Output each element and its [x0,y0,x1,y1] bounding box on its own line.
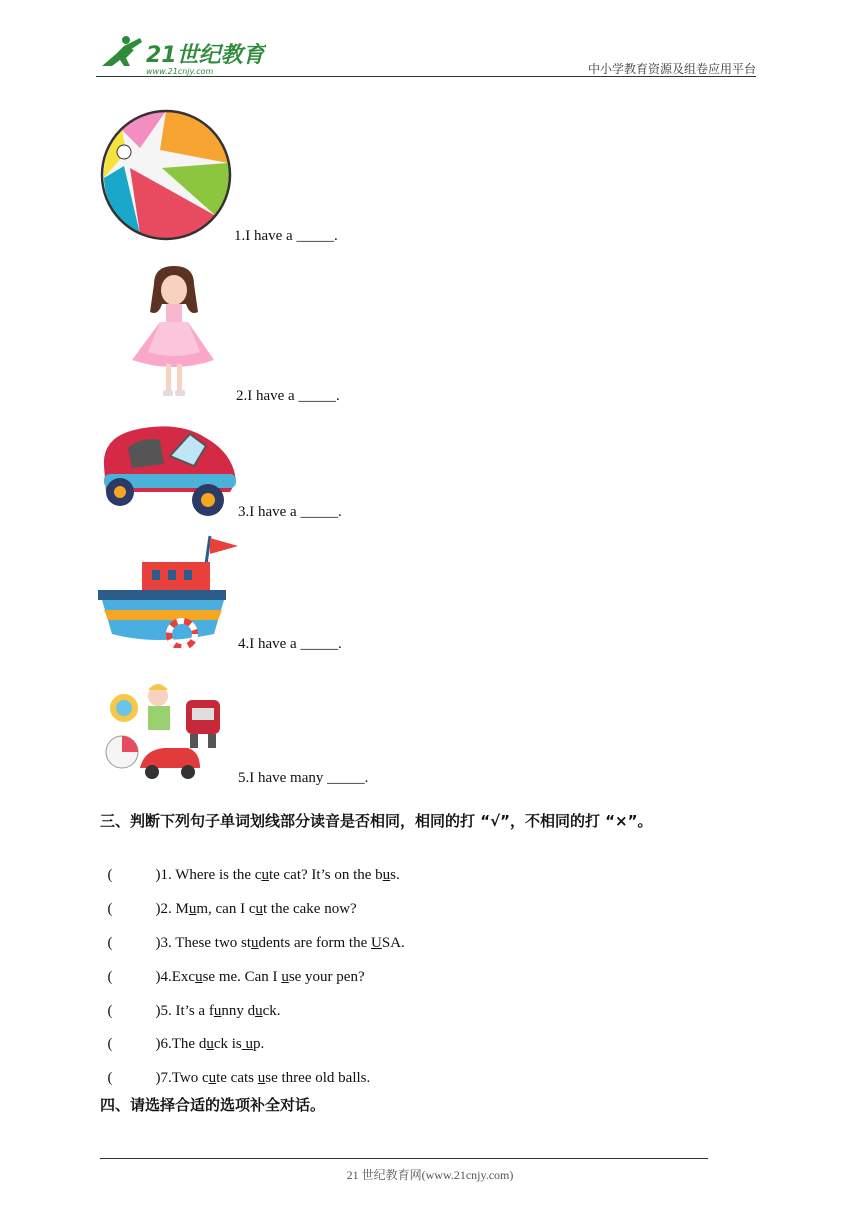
picture-sentence: 4.I have a _____. [238,636,342,652]
page-header [96,32,756,78]
header-divider [96,76,756,77]
footer-text: 21 世纪教育网(www.21cnjy.com) [346,1168,514,1182]
toy-car-icon [98,416,238,520]
svg-text:21世纪教育: 21世纪教育 [146,43,265,68]
section-3-title: 三、判断下列句子单词划线部分读音是否相同，相同的打 “√”，不相同的打 “×”。 [100,812,653,830]
picture-sentence: 5.I have many _____. [238,770,369,786]
question-row: ( )5. It’s a funny duck. [107,1003,281,1019]
picture-sentence: 3.I have a _____. [238,504,342,520]
toy-boat-icon [98,534,240,648]
question-row: ( )2. Mum, can I cut the cake now? [107,901,357,917]
section-4-title: 四、请选择合适的选项补全对话。 [100,1096,326,1114]
question-row: ( )4.Excuse me. Can I use your pen? [107,969,365,985]
site-logo [96,32,266,76]
toys-group-icon [100,672,238,784]
question-row: ( )7.Two cute cats use three old balls. [107,1070,371,1086]
question-row: ( )6.The duck is up. [107,1036,265,1052]
question-row: ( )1. Where is the cute cat? It’s on the bus. [107,867,400,883]
picture-sentence: 1.I have a _____. [234,228,338,244]
picture-sentence: 2.I have a _____. [236,388,340,404]
svg-text:www.21cnjy.com: www.21cnjy.com [146,67,214,76]
doll-icon [130,264,216,400]
platform-name: 中小学教育资源及组卷应用平台 [587,62,756,76]
beach-ball-icon [100,108,232,242]
question-row: ( )3. These two students are form the USA. [107,935,405,951]
footer-divider [100,1158,708,1159]
